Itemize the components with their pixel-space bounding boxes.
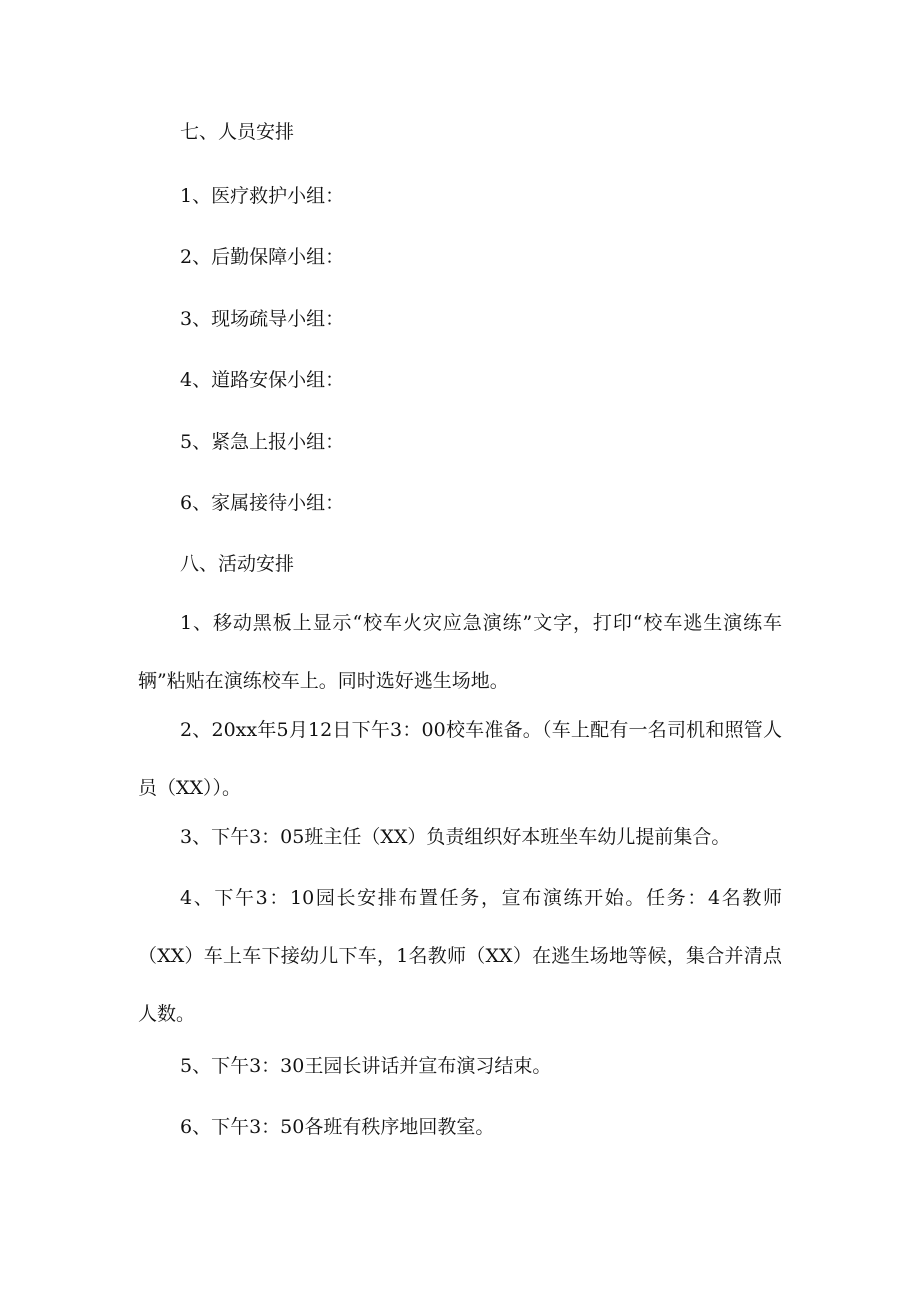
activity-paragraph: 5、下午3：30王园长讲话并宣布演习结束。 bbox=[180, 1055, 552, 1077]
list-item: 3、现场疏导小组： bbox=[180, 308, 345, 330]
list-item: 2、后勤保障小组： bbox=[180, 246, 345, 268]
activity-paragraph: 4、下午3：10园长安排布置任务，宣布演练开始。任务：4名教师（XX）车上车下接幼儿下车，1名教师（XX）在逃生场地等候，集合并清点人数。 bbox=[138, 887, 782, 1025]
activity-paragraph: 1、移动黑板上显示“校车火灾应急演练”文字，打印“校车逃生演练车辆”粘贴在演练校车上。同时选好逃生场地。 bbox=[138, 612, 782, 692]
list-item: 5、紧急上报小组： bbox=[180, 431, 345, 453]
list-item: 1、医疗救护小组： bbox=[180, 185, 345, 207]
list-item: 6、家属接待小组： bbox=[180, 492, 345, 514]
section-7-heading: 七、人员安排 bbox=[180, 121, 295, 143]
activity-paragraph: 2、20xx年5月12日下午3：00校车准备。（车上配有一名司机和照管人员（XX））。 bbox=[138, 719, 782, 799]
list-item: 4、道路安保小组： bbox=[180, 369, 345, 391]
activity-paragraph: 3、下午3：05班主任（XX）负责组织好本班坐车幼儿提前集合。 bbox=[180, 826, 731, 848]
section-8-heading: 八、活动安排 bbox=[180, 553, 295, 575]
activity-paragraph: 6、下午3：50各班有秩序地回教室。 bbox=[180, 1116, 495, 1138]
